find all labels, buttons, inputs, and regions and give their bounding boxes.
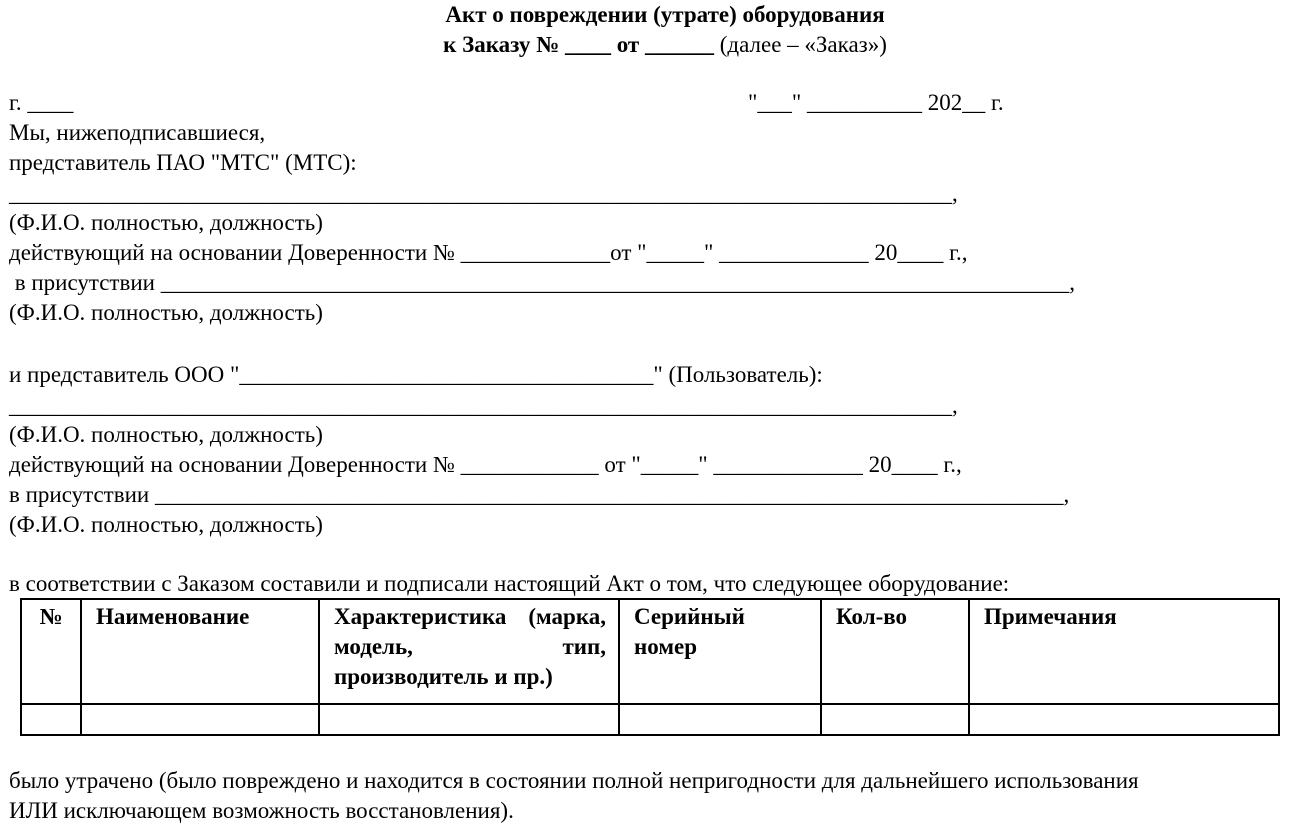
table-cell — [319, 704, 619, 735]
column-header-notes: Примечания — [969, 599, 1279, 704]
table-header-row — [21, 599, 1279, 704]
result-statement-continued: ИЛИ исключающем возможность восстановления). — [9, 798, 514, 823]
table-cell — [21, 704, 81, 735]
power-of-attorney-line: действующий на основании Доверенности № _____________от "_____" _____________ 20____ г., — [9, 240, 968, 265]
order-alias: (далее – «Заказ») — [713, 32, 887, 57]
table-row — [21, 704, 1279, 735]
mts-representative-blank: __________________________________________________________________________________, — [9, 181, 958, 206]
column-header-serial: Серийный номер — [619, 599, 821, 704]
document-subtitle — [0, 30, 1300, 60]
user-representative-blank: __________________________________________________________________________________, — [9, 393, 958, 418]
intro-text: Мы, нижеподписавшиеся, — [9, 120, 266, 145]
fio-note: (Ф.И.О. полностью, должность) — [9, 210, 323, 235]
table-cell — [81, 704, 319, 735]
presence-line: в присутствии _______________________________________________________________________________, — [9, 482, 1070, 507]
presence-line: в присутствии _______________________________________________________________________________, — [9, 270, 1075, 295]
date-field: "___" __________ 202__ г. — [748, 90, 1004, 115]
city-field: г. ____ — [9, 90, 74, 115]
table-cell — [821, 704, 969, 735]
user-representative-label: и представитель ООО "____________________________________" (Пользователь): — [9, 362, 823, 387]
power-of-attorney-line: действующий на основании Доверенности № ____________ от "_____" _____________ 20____ г., — [9, 452, 962, 477]
column-header-name: Наименование — [81, 599, 319, 704]
column-header-specification: Характеристика (марка, модель, тип, производитель и пр.) — [319, 599, 619, 704]
document-title: Акт о повреждении (утрате) оборудования — [445, 2, 885, 27]
mts-representative-label: представитель ПАО "МТС" (МТС): — [9, 150, 357, 175]
table-cell — [969, 704, 1279, 735]
column-header-number: № — [21, 599, 81, 704]
result-statement: было утрачено (было повреждено и находится в состоянии полной непригодности для дальнейшего использования — [9, 768, 1139, 793]
order-reference: к Заказу № ____ от ______ — [443, 32, 714, 57]
fio-note: (Ф.И.О. полностью, должность) — [9, 422, 323, 447]
column-header-quantity: Кол-во — [821, 599, 969, 704]
fio-note: (Ф.И.О. полностью, должность) — [9, 300, 323, 325]
conformity-statement: в соответствии с Заказом составили и подписали настоящий Акт о том, что следующее оборудование: — [9, 571, 1010, 596]
fio-note: (Ф.И.О. полностью, должность) — [9, 512, 323, 537]
table-cell — [619, 704, 821, 735]
equipment-table — [20, 598, 1280, 736]
